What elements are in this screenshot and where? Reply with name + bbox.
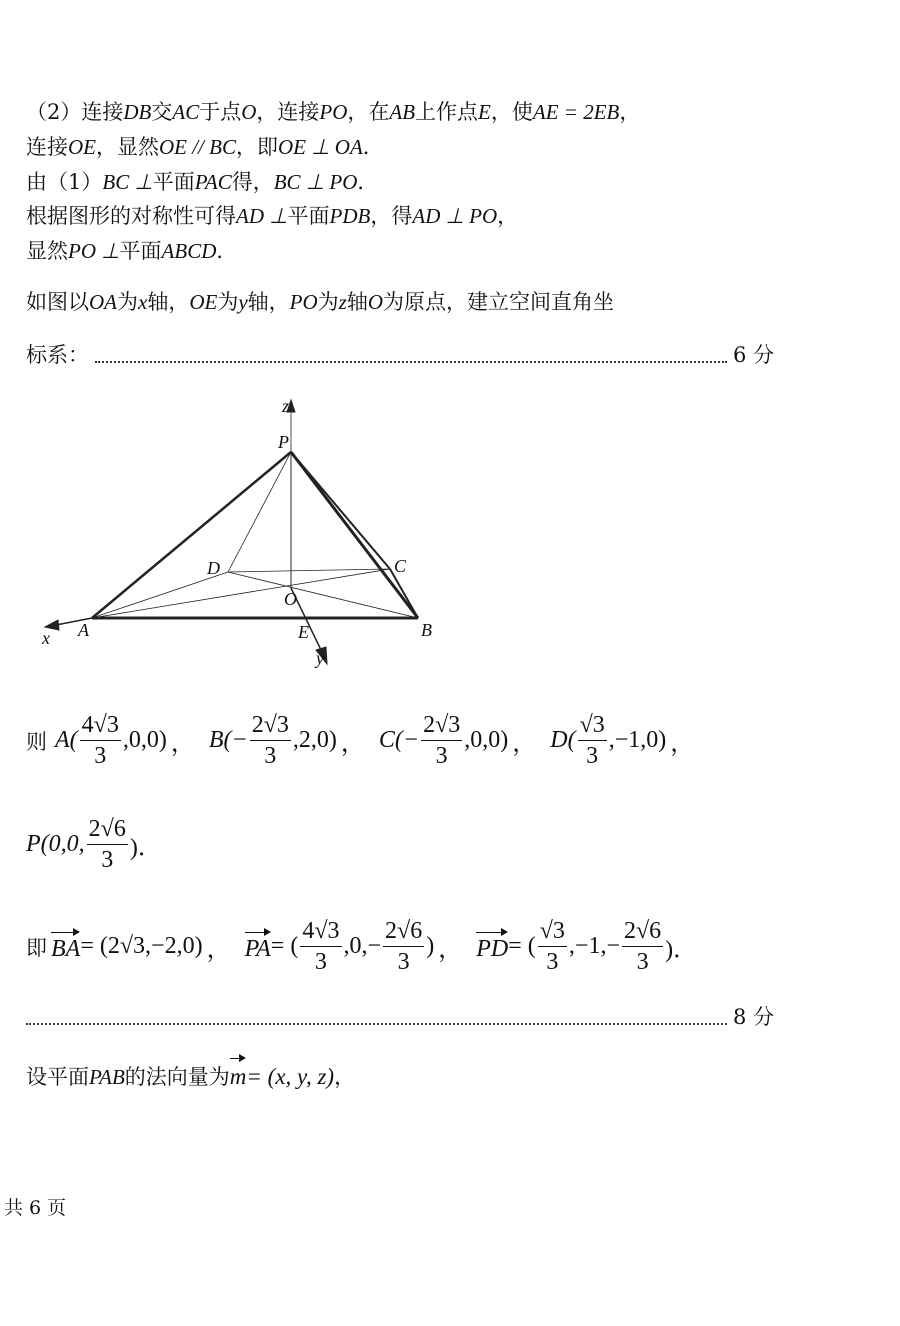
score-line-6: 标系： 6 分 [26,340,774,370]
vectors-line: 即 BA = (2√3,−2,0) ， PA = ( $\frac{4√3}{3}$ ,0,− $\frac{2√6}{3}$ ) ， PD = ( $\frac{√3}{3}$ ,−1,− $\frac{2√6}{3}$ )． [26,918,698,975]
text-line-5: 显然PO ⊥平面ABCD． [26,239,238,263]
label-x: x [42,628,50,648]
pyramid-diagram [0,390,470,680]
page-footer: 共 6 页 [4,1197,67,1219]
coordinates-line: 则 A( $\frac{4√3}{3}$ ,0,0) ， B(− $\frac{2√3}{3}$ ,2,0) ， C(− $\frac{2√3}{3}$ ,0,0) ， D( $\frac{√3}{3}$ ,−1,0) ， [26,712,695,769]
CB-edge [390,569,418,618]
label-P: P [278,432,289,452]
dot-leader [95,347,727,363]
text-line-6: 如图以OA为x轴，OE为y轴，PO为z轴O为原点，建立空间直角坐 [26,290,615,314]
text-line-4: 根据图形的对称性可得AD ⊥平面PDB，得AD ⊥ PO， [26,204,519,228]
text-line-1: （2）连接DB交AC于点O，连接PO，在AB上作点E，使AE = 2EB， [26,100,641,124]
DC-edge [228,569,390,572]
AD-edge [92,572,228,618]
label-D: D [207,558,220,578]
PA-edge [92,452,291,618]
PB-edge [291,452,418,618]
label-E: E [298,622,309,642]
P-coordinate-line: P(0,0, $\frac{2√6}{3}$ )． [26,816,162,873]
PD-edge [228,452,291,572]
label-A: A [78,620,89,640]
score-label: 6 分 [732,343,774,367]
PC-edge [291,452,390,569]
text-line-3: 由（1）BC ⊥平面PAC得，BC ⊥ PO． [26,170,379,194]
score-label: 8 分 [732,1005,774,1029]
dot-leader [26,1009,727,1025]
score-line-8 [26,1002,774,1032]
label-C: C [394,556,407,576]
normal-vector-line: 设平面 PAB 的法向量为 m = (x, y, z) ， [26,1056,355,1092]
vector-PA: PA [245,930,271,963]
AC-line [92,569,390,618]
text-line-2: 连接OE，显然OE // BC，即OE ⊥ OA． [26,135,384,159]
vector-m: m [230,1056,247,1092]
vector-BA: BA [51,930,80,963]
label-z: z [282,396,290,416]
vector-PD: PD [476,930,508,963]
label-B: B [421,620,432,640]
label-O: O [284,589,297,609]
label-y: y [316,648,324,668]
